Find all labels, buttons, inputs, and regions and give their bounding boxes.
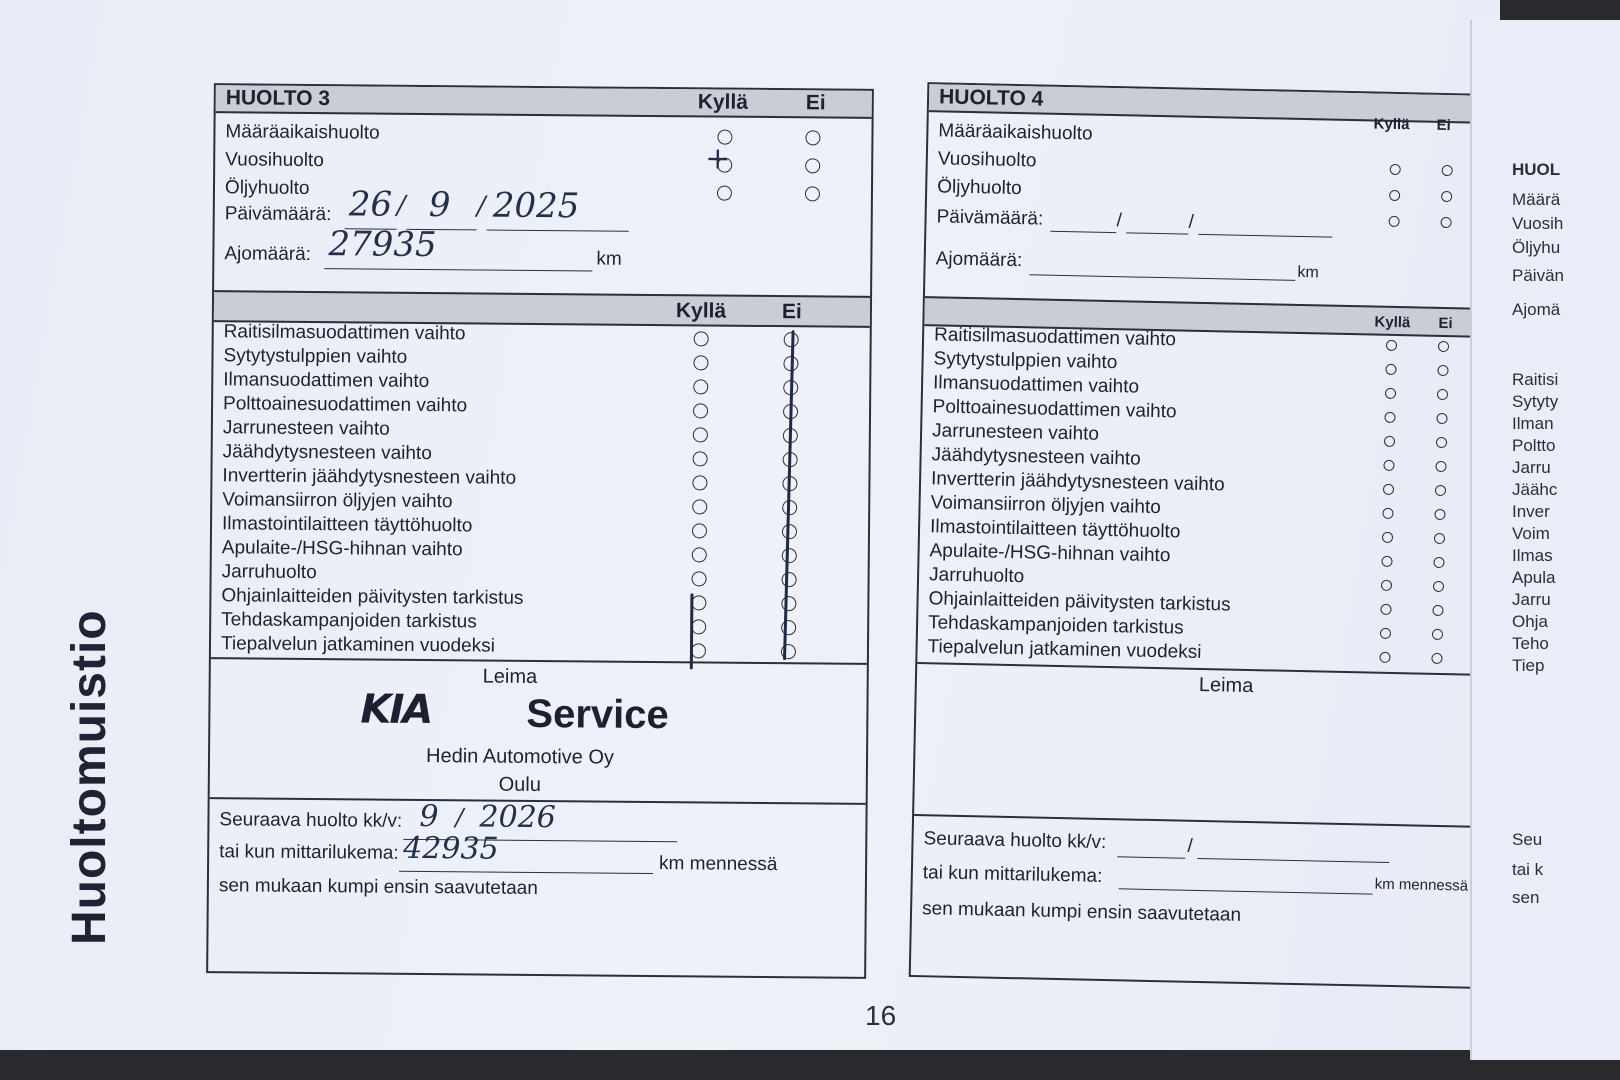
next-service-label: Seuraava huolto kk/v: [923, 828, 1107, 854]
task-label: Voimansiirron öljyjen vaihto [222, 489, 453, 513]
no-checkbox[interactable] [1438, 341, 1449, 352]
yes-checkbox[interactable] [692, 547, 707, 562]
adjacent-page-text: Tiep [1512, 656, 1545, 675]
stamp-company: Hedin Automotive Oy [425, 745, 615, 769]
km-value[interactable]: 27935 [328, 224, 437, 266]
task-label: Invertterin jäähdytysnesteen vaihto [222, 465, 517, 489]
adjacent-page-text: tai k [1512, 860, 1544, 879]
task-label: Jarruhuolto [221, 561, 317, 584]
no-checkbox[interactable] [782, 572, 797, 587]
yes-checkbox[interactable] [693, 427, 708, 442]
task-label: Polttoainesuodattimen vaihto [932, 396, 1177, 423]
handwritten-yes-stroke [690, 593, 694, 669]
date-separator: / [476, 191, 486, 222]
no-checkbox[interactable] [1436, 437, 1447, 448]
tasks-col-yes: Kyllä [1374, 313, 1411, 332]
adjacent-page [1470, 20, 1620, 1060]
km-line [324, 268, 592, 271]
date-separator: / [1116, 210, 1123, 232]
yes-checkbox[interactable] [1385, 364, 1396, 375]
col-yes-label: Kyllä [697, 90, 749, 114]
adjacent-page-text: Ohja [1512, 612, 1548, 631]
task-label: Raitisilmasuodattimen vaihto [223, 321, 466, 345]
next-year-line [1197, 858, 1389, 863]
yes-checkbox[interactable] [692, 571, 707, 586]
adjacent-page-text: Inver [1512, 502, 1550, 521]
yes-checkbox[interactable] [691, 643, 706, 658]
page-number: 16 [865, 1000, 897, 1031]
service-record-3 [206, 83, 874, 979]
yes-checkbox[interactable] [1389, 216, 1400, 227]
yes-checkbox[interactable] [1383, 484, 1394, 495]
yes-checkbox[interactable] [717, 186, 732, 201]
task-label: Sytytystulppien vaihto [223, 345, 408, 368]
yes-checkbox[interactable] [1379, 652, 1390, 663]
task-label: Tehdaskampanjoiden tarkistus [221, 609, 477, 633]
yes-checkbox[interactable] [1389, 190, 1400, 201]
stamp-city: Oulu [498, 773, 542, 797]
stamp-divider [211, 657, 867, 665]
adjacent-page-text: Voim [1512, 524, 1550, 543]
meter-label: tai kun mittarilukema: [922, 862, 1103, 887]
stamp-label: Leima [482, 665, 538, 688]
task-label: Jarrunesteen vaihto [931, 420, 1100, 445]
side-title: Huoltomuistio [63, 609, 116, 945]
col-no-label: Ei [805, 91, 826, 115]
service-record-4 [909, 82, 1498, 989]
yes-checkbox[interactable] [693, 451, 708, 466]
next-year-value[interactable]: 2026 [479, 799, 557, 836]
yes-checkbox[interactable] [1385, 388, 1396, 399]
meter-unit: km mennessä [1374, 875, 1469, 895]
adjacent-page-text: Jäähc [1512, 480, 1558, 499]
task-label: Sytytystulppien vaihto [933, 348, 1118, 374]
task-label: Tiepalvelun jatkaminen vuodeksi [927, 636, 1202, 663]
adjacent-page-text: Raitisi [1512, 370, 1559, 389]
adjacent-page-text: Jarru [1512, 458, 1551, 477]
adjacent-page-text: Vuosih [1512, 214, 1564, 233]
km-unit: km [596, 248, 622, 270]
no-checkbox[interactable] [1435, 485, 1446, 496]
task-label: Jäähdytysnesteen vaihto [222, 441, 432, 465]
date-separator: / [1188, 211, 1195, 233]
yes-checkbox[interactable] [692, 475, 707, 490]
col-no-label: Ei [1436, 116, 1452, 135]
km-line [1029, 274, 1295, 281]
task-label: Raitisilmasuodattimen vaihto [933, 324, 1177, 351]
meter-value[interactable]: 42935 [403, 830, 499, 867]
km-label: Ajomäärä: [224, 243, 312, 265]
date-month-line [1126, 232, 1188, 234]
adjacent-page-text: Sytyty [1512, 392, 1559, 411]
task-label: Invertterin jäähdytysnesteen vaihto [930, 468, 1225, 496]
no-checkbox[interactable] [1437, 365, 1448, 376]
adjacent-page-text: Ilmas [1512, 546, 1553, 565]
whichever-note: sen mukaan kumpi ensin saavutetaan [921, 898, 1242, 926]
next-separator: / [455, 803, 464, 832]
no-checkbox[interactable] [1437, 389, 1448, 400]
meter-label: tai kun mittarilukema: [219, 841, 399, 864]
adjacent-page-text: Ilman [1512, 414, 1554, 433]
task-label: Apulaite-/HSG-hihnan vaihto [929, 540, 1171, 567]
next-separator: / [1187, 835, 1193, 857]
no-checkbox[interactable] [1441, 191, 1452, 202]
adjacent-page-text: Ajomä [1512, 300, 1561, 319]
adjacent-page-text: Seu [1512, 830, 1543, 849]
no-checkbox[interactable] [1436, 413, 1447, 424]
date-year-line [1198, 234, 1332, 238]
next-month-line [1117, 856, 1185, 858]
adjacent-page-text: HUOL [1512, 160, 1561, 179]
adjacent-page-text: Jarru [1512, 590, 1551, 609]
km-label: Ajomäärä: [935, 248, 1023, 272]
task-label: Ilmastointilaitteen täyttöhuolto [221, 513, 473, 537]
date-label: Päivämäärä: [224, 203, 332, 226]
task-label: Ilmansuodattimen vaihto [932, 372, 1140, 398]
date-day-line [1050, 231, 1116, 233]
adjacent-page-text: sen [1512, 888, 1540, 907]
service-3-header [216, 85, 872, 119]
no-checkbox[interactable] [1442, 165, 1453, 176]
yes-checkbox[interactable] [1384, 436, 1395, 447]
date-year-value[interactable]: 2025 [492, 185, 580, 227]
yes-checkbox[interactable] [1382, 532, 1393, 543]
task-label: Polttoainesuodattimen vaihto [223, 393, 468, 417]
no-checkbox[interactable] [1434, 533, 1445, 544]
yes-checkbox[interactable] [1380, 628, 1391, 639]
date-month-value[interactable]: 9 [428, 185, 451, 226]
type-label: Öljyhuolto [937, 176, 1022, 200]
no-checkbox[interactable] [805, 130, 820, 145]
meter-unit: km mennessä [659, 853, 778, 876]
yes-checkbox[interactable] [692, 499, 707, 514]
next-service-label: Seuraava huolto kk/v: [219, 809, 403, 832]
yes-checkbox[interactable] [694, 331, 709, 346]
adjacent-page-text: Teho [1512, 634, 1549, 653]
type-label: Öljyhuolto [224, 177, 310, 199]
task-label: Voimansiirron öljyjen vaihto [930, 492, 1162, 519]
col-yes-label: Kyllä [1373, 115, 1410, 134]
adjacent-page-text: Poltto [1512, 436, 1556, 455]
yes-checkbox[interactable] [1390, 164, 1401, 175]
yes-checkbox[interactable] [1381, 580, 1392, 591]
no-checkbox[interactable] [1433, 557, 1444, 568]
date-year-line [487, 230, 629, 232]
tasks-col-yes: Kyllä [675, 299, 727, 323]
no-checkbox[interactable] [1432, 605, 1443, 616]
task-label: Jäähdytysnesteen vaihto [931, 444, 1141, 470]
no-checkbox[interactable] [782, 548, 797, 563]
no-checkbox[interactable] [1440, 217, 1451, 228]
type-label: Määräaikaishuolto [225, 121, 380, 144]
task-label: Tehdaskampanjoiden tarkistus [927, 612, 1184, 639]
meter-line [1119, 888, 1373, 894]
no-checkbox[interactable] [805, 186, 820, 201]
task-label: Ohjainlaitteiden päivitysten tarkistus [221, 585, 524, 609]
yes-checkbox[interactable] [1382, 508, 1393, 519]
no-checkbox[interactable] [1433, 581, 1444, 592]
stamp-label: Leima [1198, 673, 1254, 698]
date-day-value[interactable]: 26 [348, 184, 393, 225]
handwritten-checkmark: + [705, 141, 731, 177]
meter-line [399, 871, 653, 874]
tasks-col-no: Ei [781, 300, 802, 324]
task-label: Jarruhuolto [928, 564, 1025, 588]
yes-checkbox[interactable] [693, 403, 708, 418]
no-checkbox[interactable] [805, 158, 820, 173]
adjacent-page-text: Päivän [1512, 266, 1564, 285]
no-checkbox[interactable] [1431, 653, 1442, 664]
task-label: Ilmansuodattimen vaihto [223, 369, 430, 393]
service-3-title: HUOLTO 3 [225, 86, 331, 111]
task-label: Jarrunesteen vaihto [222, 417, 390, 440]
type-label: Vuosihuolto [937, 148, 1037, 172]
date-separator: / [396, 190, 406, 221]
kia-logo: KIA [360, 686, 432, 734]
km-unit: km [1297, 263, 1320, 282]
task-label: Ohjainlaitteiden päivitysten tarkistus [928, 588, 1231, 616]
service-4-title: HUOLTO 4 [938, 85, 1044, 111]
whichever-note: sen mukaan kumpi ensin saavutetaan [218, 875, 538, 899]
type-label: Vuosihuolto [225, 149, 324, 172]
yes-checkbox[interactable] [693, 379, 708, 394]
type-label: Määräaikaishuolto [938, 120, 1093, 145]
no-checkbox[interactable] [1435, 461, 1446, 472]
yes-checkbox[interactable] [693, 355, 708, 370]
date-label: Päivämäärä: [936, 206, 1044, 230]
yes-checkbox[interactable] [1381, 556, 1392, 567]
next-service-divider [914, 814, 1480, 828]
task-label: Ilmastointilaitteen täyttöhuolto [929, 516, 1181, 543]
yes-checkbox[interactable] [692, 523, 707, 538]
stamp-service-text: Service [526, 691, 669, 738]
yes-checkbox[interactable] [1384, 412, 1395, 423]
yes-checkbox[interactable] [691, 595, 706, 610]
yes-checkbox[interactable] [691, 619, 706, 634]
task-label: Tiepalvelun jatkaminen vuodeksi [220, 633, 495, 657]
task-label: Apulaite-/HSG-hihnan vaihto [221, 537, 463, 561]
adjacent-page-text: Määrä [1512, 190, 1561, 209]
next-month-value[interactable]: 9 [419, 798, 439, 835]
yes-checkbox[interactable] [1386, 340, 1397, 351]
adjacent-page-text: Apula [1512, 568, 1556, 587]
yes-checkbox[interactable] [1380, 604, 1391, 615]
no-checkbox[interactable] [1434, 509, 1445, 520]
no-checkbox[interactable] [1432, 629, 1443, 640]
tasks-col-no: Ei [1438, 314, 1453, 333]
adjacent-page-text: Öljyhu [1512, 238, 1561, 257]
yes-checkbox[interactable] [1383, 460, 1394, 471]
